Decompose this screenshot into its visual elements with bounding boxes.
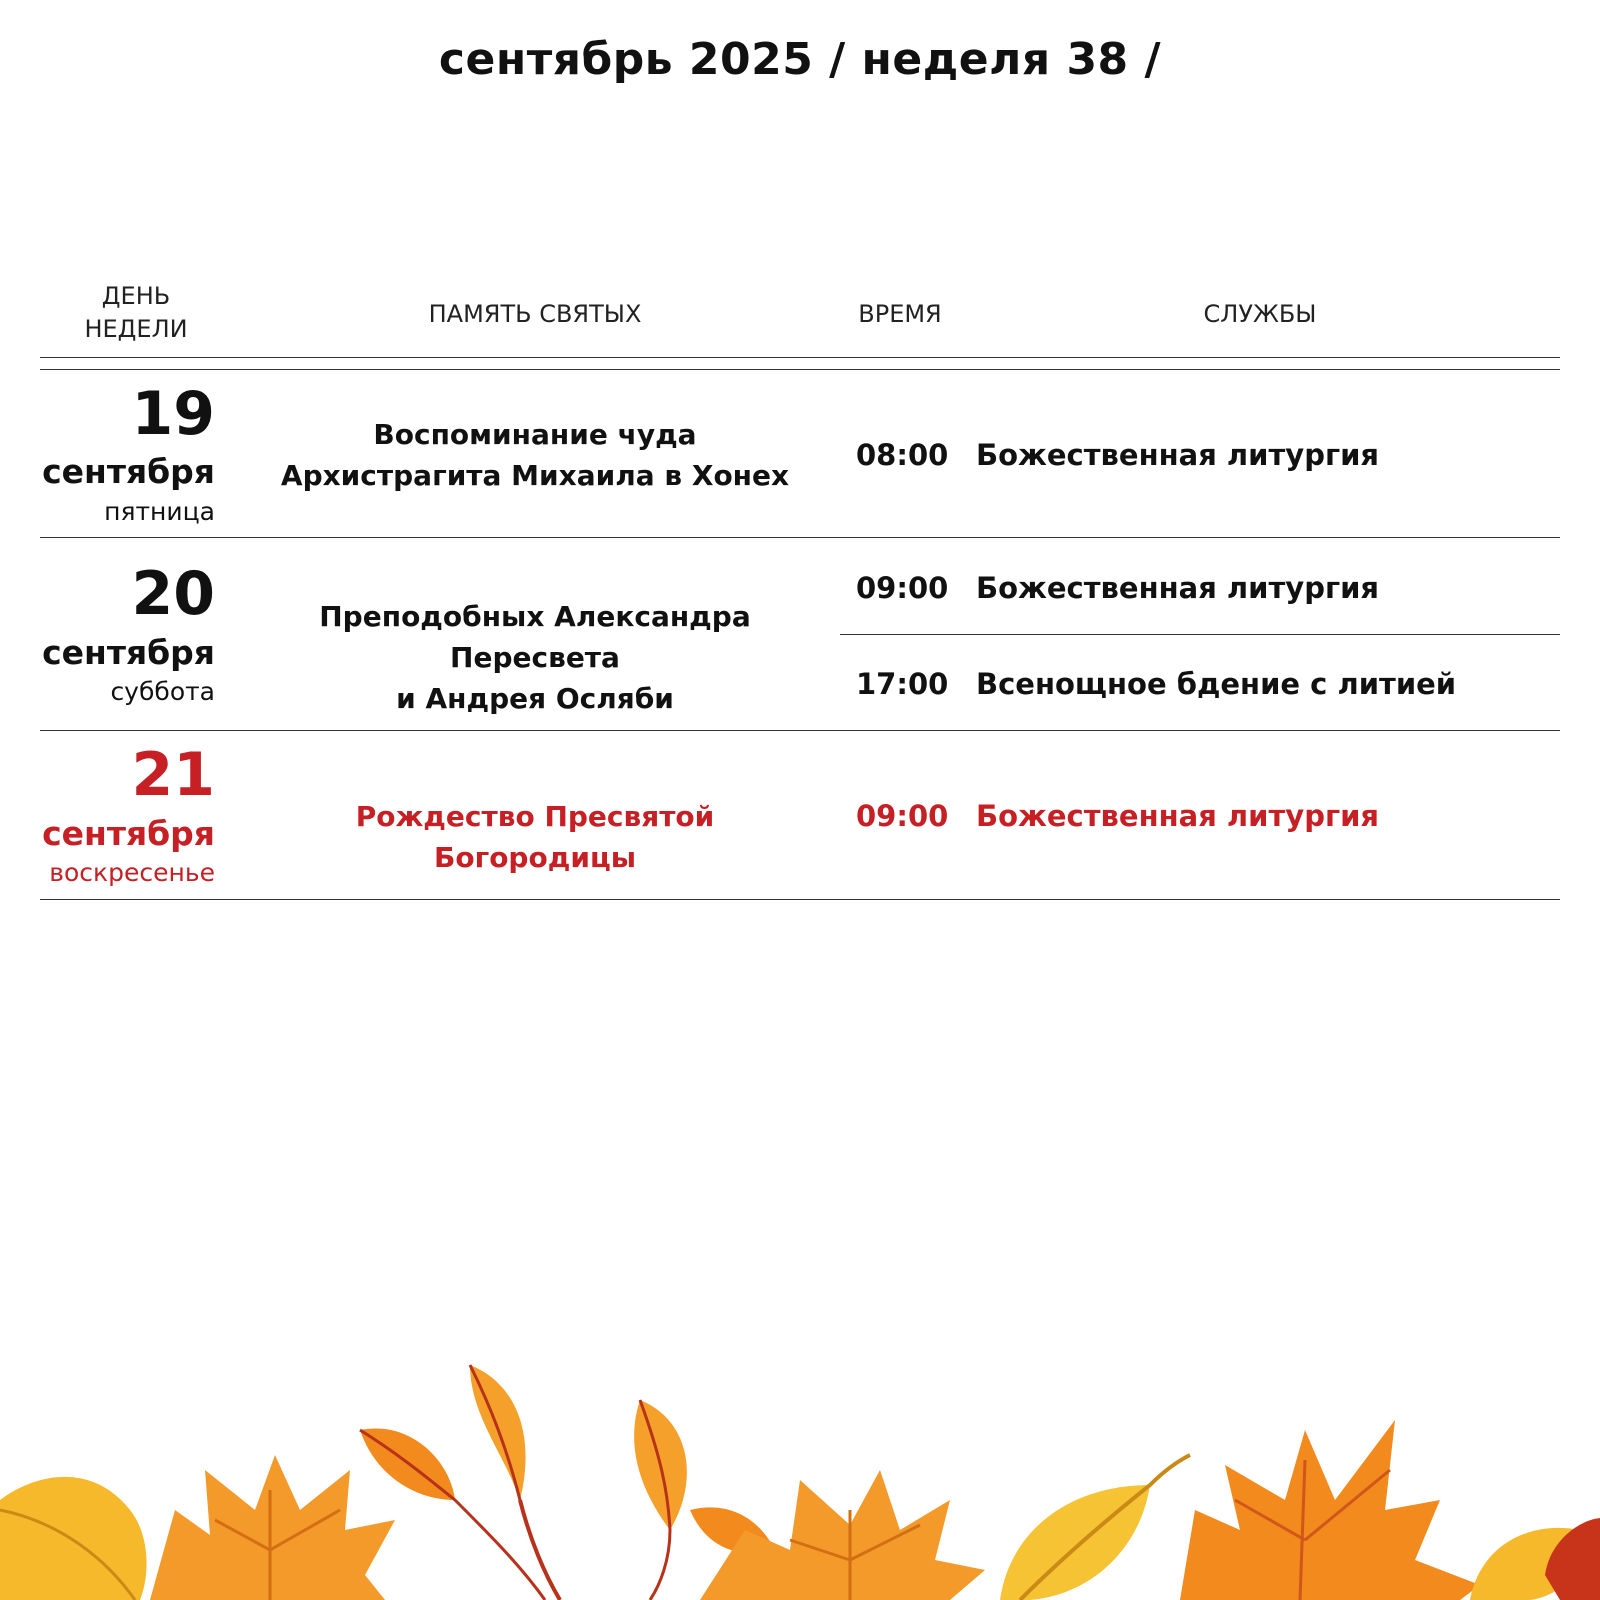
day-month: сентября: [42, 814, 215, 853]
header-day-line1: ДЕНЬ: [101, 282, 171, 310]
service-time: 09:00: [856, 571, 949, 605]
day-weekday: пятница: [104, 497, 215, 526]
day-number: 19: [131, 379, 215, 449]
day-weekday: суббота: [110, 677, 215, 706]
saint-line: Рождество Пресвятой Богородицы: [355, 800, 715, 874]
saint-commemoration: [255, 414, 815, 496]
saint-line: и Андрея Осляби: [396, 682, 674, 715]
saint-line: Преподобных Александра Пересвета: [319, 600, 751, 674]
service-time: 09:00: [856, 799, 949, 833]
saint-commemoration: [255, 596, 815, 719]
row-divider: [40, 730, 1560, 731]
header-services: СЛУЖБЫ: [1203, 300, 1317, 328]
service-time: 17:00: [856, 667, 949, 701]
leaf-icon: [1470, 1518, 1600, 1600]
service-name: Божественная литургия: [976, 571, 1380, 605]
header-saints: ПАМЯТЬ СВЯТЫХ: [428, 300, 642, 328]
header-rule-top: [40, 357, 1560, 358]
day-weekday: воскресенье: [49, 858, 215, 887]
row-divider: [40, 899, 1560, 900]
service-name: Божественная литургия: [976, 438, 1380, 472]
leaf-icon: [1180, 1420, 1480, 1600]
saint-line: Архистрагита Михаила в Хонех: [280, 459, 790, 492]
row-divider: [40, 537, 1560, 538]
autumn-leaves-decoration: [0, 1360, 1600, 1600]
leaf-icon: [360, 1400, 775, 1600]
service-name: Всенощное бдение с литией: [976, 667, 1457, 701]
header-time: ВРЕМЯ: [858, 300, 942, 328]
header-rule-bottom: [40, 369, 1560, 370]
day-month: сентября: [42, 633, 215, 672]
leaf-icon: [150, 1455, 395, 1600]
saint-line: Воспоминание чуда: [373, 418, 697, 451]
service-name: Божественная литургия: [976, 799, 1380, 833]
page-title: сентябрь 2025 / неделя 38 /: [438, 34, 1162, 85]
service-divider: [840, 634, 1560, 635]
header-day: [56, 280, 216, 346]
leaf-icon: [1000, 1455, 1190, 1600]
day-number: 21: [131, 740, 215, 810]
leaf-icon: [700, 1470, 985, 1600]
header-day-line2: НЕДЕЛИ: [84, 315, 188, 343]
saint-commemoration: [255, 796, 815, 878]
day-number: 20: [131, 559, 215, 629]
day-month: сентября: [42, 452, 215, 491]
leaf-icon: [0, 1477, 147, 1600]
service-time: 08:00: [856, 438, 949, 472]
